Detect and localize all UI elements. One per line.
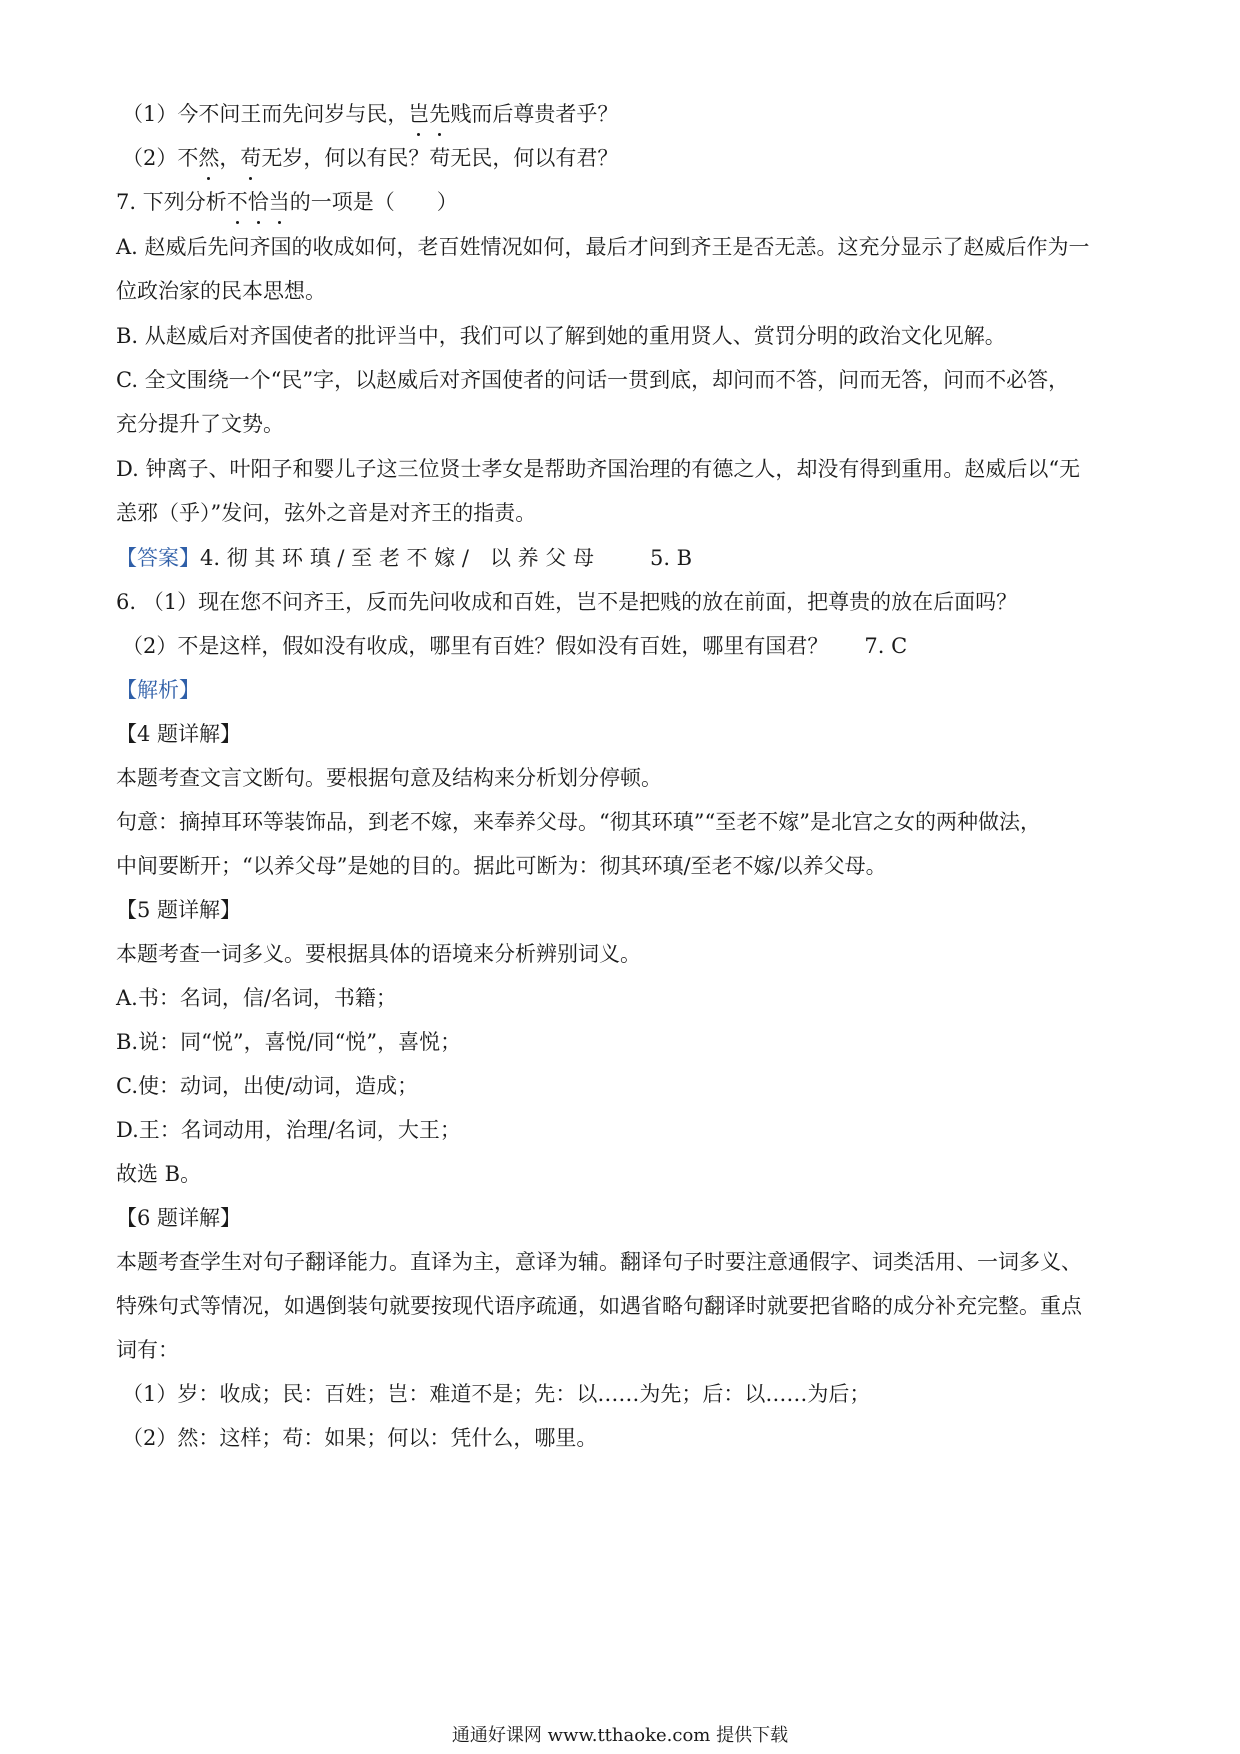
paragraph: 词有： [116, 1338, 179, 1362]
option-c-line-2: 充分提升了文势。 [116, 412, 284, 436]
analysis-label: 【解析】 [116, 678, 200, 702]
answer-6-line-1: 6. （1）现在您不问齐王，反而先问收成和百姓，岂不是把贱的放在前面，把尊贵的放在后面吗？ [116, 590, 1018, 614]
list-item: B.说：同“悦”，喜悦/同“悦”，喜悦； [116, 1030, 462, 1054]
paragraph: 中间要断开；“以养父母”是她的目的。据此可断为：彻其环瑱/至老不嫁/以养父母。 [116, 854, 887, 878]
emphasis-char: 先 [429, 99, 450, 129]
list-item: A.书：名词，信/名词，书籍； [116, 986, 397, 1010]
emphasis-char: 不 [227, 187, 248, 217]
paragraph: 本题考查学生对句子翻译能力。直译为主，意译为辅。翻译句子时要注意通假字、词类活用、一词多义、 [116, 1250, 1082, 1274]
question-6-sentence-1: （1）今不问王而先问岁与民，岂先贱而后尊贵者乎？ [122, 99, 1142, 129]
question-7-stem: 7. 下列分析不恰当的一项是（ ） [116, 187, 1136, 217]
question-6-sentence-2: （2）不然，苟无岁，何以有民？苟无民，何以有君？ [122, 143, 1142, 173]
option-a-line-1: A. 赵威后先问齐国的收成如何，老百姓情况如何，最后才问到齐王是否无恙。这充分显示了赵威后作为一 [116, 235, 1090, 259]
section-heading-4: 【4 题详解】 [116, 722, 242, 746]
option-b: B. 从赵威后对齐国使者的批评当中，我们可以了解到她的重用贤人、赏罚分明的政治文化见解。 [116, 324, 1006, 348]
answer-line: 【答案】4. 彻 其 环 瑱 / 至 老 不 嫁 / 以 养 父 母 5. B [116, 546, 693, 570]
option-d-line-2: 恙邪（乎）”发问，弦外之音是对齐王的指责。 [116, 501, 537, 525]
list-item: （1）岁：收成；民：百姓；岂：难道不是；先：以……为先；后：以……为后； [122, 1382, 871, 1406]
answer-6-line-2: （2）不是这样，假如没有收成，哪里有百姓？假如没有百姓，哪里有国君？ 7. C [122, 634, 908, 658]
list-item: （2）然：这样；苟：如果；何以：凭什么，哪里。 [122, 1426, 598, 1450]
paragraph: 本题考查一词多义。要根据具体的语境来分析辨别词义。 [116, 942, 641, 966]
emphasis-char: 苟 [240, 143, 261, 173]
emphasis-char: 岂 [408, 99, 429, 129]
option-c-line-1: C. 全文围绕一个“民”字，以赵威后对齐国使者的问话一贯到底，却问而不答，问而无答，问而不必答， [116, 368, 1070, 392]
answer-label: 【答案】 [116, 546, 200, 570]
emphasis-char: 当 [269, 187, 290, 217]
section-heading-5: 【5 题详解】 [116, 898, 242, 922]
page-footer: 通通好课网 www.tthaoke.com 提供下载 [451, 1725, 789, 1746]
emphasis-char: 然 [198, 143, 219, 173]
option-d-line-1: D. 钟离子、叶阳子和婴儿子这三位贤士孝女是帮助齐国治理的有德之人，却没有得到重用。赵威后以“无 [116, 457, 1081, 481]
section-heading-6: 【6 题详解】 [116, 1206, 242, 1230]
list-item: D.王：名词动用，治理/名词，大王； [116, 1118, 461, 1142]
paragraph: 句意：摘掉耳环等装饰品，到老不嫁，来奉养父母。“彻其环瑱”“至老不嫁”是北宫之女的两种做法， [116, 810, 1041, 834]
list-item: C.使：动词，出使/动词，造成； [116, 1074, 419, 1098]
paragraph: 本题考查文言文断句。要根据句意及结构来分析划分停顿。 [116, 766, 662, 790]
emphasis-char: 恰 [248, 187, 269, 217]
option-a-line-2: 位政治家的民本思想。 [116, 279, 326, 303]
paragraph: 故选 B。 [116, 1162, 202, 1186]
paragraph: 特殊句式等情况，如遇倒装句就要按现代语序疏通，如遇省略句翻译时就要把省略的成分补充完整。重点 [116, 1294, 1082, 1318]
